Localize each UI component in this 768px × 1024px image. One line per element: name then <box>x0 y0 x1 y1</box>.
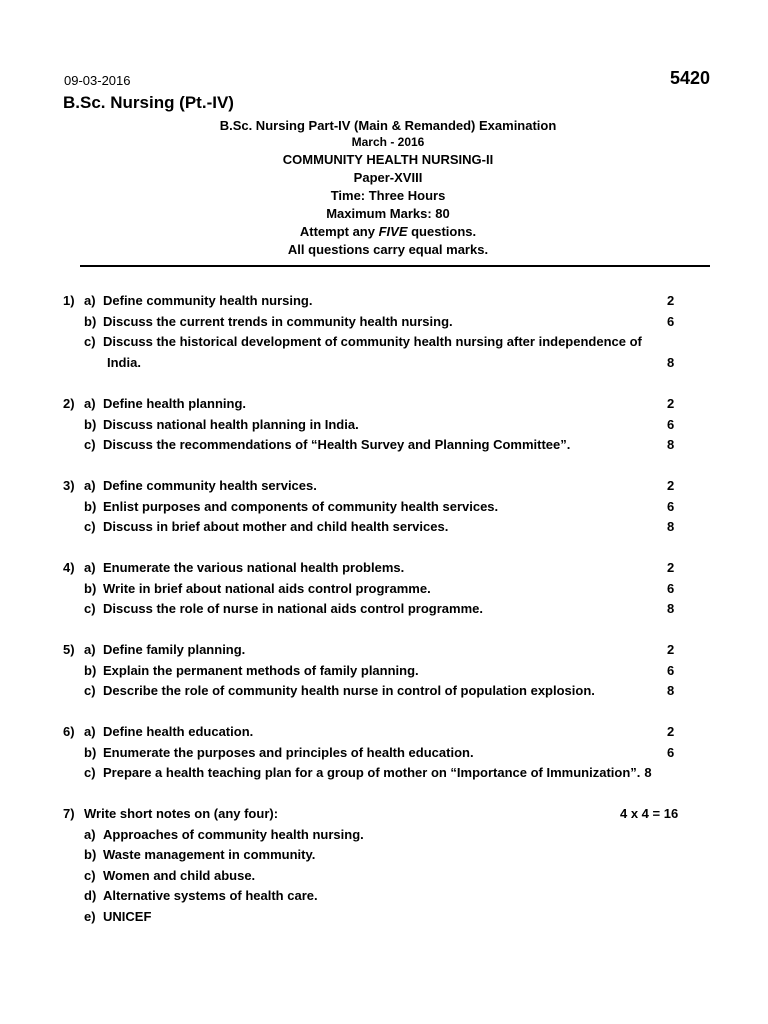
attempt-count: FIVE <box>378 224 408 239</box>
item-text: UNICEF <box>103 908 152 924</box>
part-text: Define health education. <box>103 724 254 739</box>
part-text: Discuss the historical development of community health nursing after independence of <box>103 334 642 349</box>
item-text: Waste management in community. <box>103 847 316 862</box>
part-text: Describe the role of community health nurse in control of population explosion. <box>103 683 595 698</box>
part-text-continued: India. <box>107 354 141 370</box>
question-6 <box>0 724 768 786</box>
question-part-continued <box>0 355 768 376</box>
exam-header <box>0 117 768 259</box>
part-text: Enumerate the various national health problems. <box>103 560 405 575</box>
part-letter: c) <box>84 519 96 534</box>
subject-title: COMMUNITY HEALTH NURSING-II <box>282 152 494 167</box>
part-letter: a) <box>84 478 96 493</box>
part-text: Write in brief about national aids control programme. <box>103 580 431 596</box>
question-part <box>0 334 768 355</box>
question-number: 6) <box>63 724 75 739</box>
question-part <box>0 396 768 417</box>
question-part <box>0 745 768 766</box>
part-letter: a) <box>84 560 96 575</box>
part-marks: 6 <box>667 313 675 329</box>
part-marks: 2 <box>667 293 675 308</box>
part-text: Define community health services. <box>103 478 317 493</box>
part-marks: 6 <box>667 744 675 760</box>
part-text: Define community health nursing. <box>103 293 313 308</box>
max-marks: Maximum Marks: 80 <box>326 206 450 221</box>
question-text: Write short notes on (any four): <box>84 806 279 821</box>
attempt-instruction: Attempt any FIVE questions. <box>299 224 477 239</box>
short-note-item <box>0 888 768 909</box>
part-text: Enumerate the purposes and principles of health education. <box>103 744 474 760</box>
question-5 <box>0 642 768 704</box>
short-note-item <box>0 847 768 868</box>
question-part <box>0 765 768 786</box>
part-text: Discuss the recommendations of “Health Survey and Planning Committee”. <box>103 437 571 452</box>
question-number: 4) <box>63 560 75 575</box>
part-letter: c) <box>84 437 96 452</box>
part-letter: b) <box>84 744 97 760</box>
part-marks: 8 <box>667 437 675 452</box>
question-part <box>0 293 768 314</box>
part-marks: 6 <box>667 498 675 514</box>
part-marks: 6 <box>667 662 675 678</box>
part-marks: 6 <box>667 416 675 432</box>
question-part <box>0 519 768 540</box>
part-letter: b) <box>84 313 97 329</box>
question-7 <box>0 806 768 929</box>
part-letter: a) <box>84 396 96 411</box>
item-letter: c) <box>84 867 96 883</box>
part-text: Enlist purposes and components of community health services. <box>103 498 499 514</box>
question-3 <box>0 478 768 540</box>
question-number: 7) <box>63 806 75 821</box>
header-divider <box>80 265 710 267</box>
part-letter: c) <box>84 683 96 698</box>
part-letter: b) <box>84 580 97 596</box>
item-letter: d) <box>84 888 97 903</box>
part-text: Prepare a health teaching plan for a group of mother on “Importance of Immunization”. <box>103 765 641 780</box>
item-letter: a) <box>84 826 96 842</box>
part-marks: 6 <box>667 580 675 596</box>
part-marks: 8 <box>667 519 675 534</box>
question-part <box>0 724 768 745</box>
question-2 <box>0 396 768 458</box>
part-text: Discuss national health planning in India. <box>103 416 359 432</box>
question-1 <box>0 293 768 375</box>
part-marks: 2 <box>667 560 675 575</box>
item-text: Alternative systems of health care. <box>103 888 318 903</box>
part-text: Define health planning. <box>103 396 247 411</box>
part-letter: b) <box>84 416 97 432</box>
item-letter: b) <box>84 847 97 862</box>
question-4 <box>0 560 768 622</box>
part-marks: 2 <box>667 396 675 411</box>
paper-number: Paper-XVIII <box>353 170 423 185</box>
short-note-item <box>0 909 768 930</box>
short-note-item <box>0 827 768 848</box>
question-part <box>0 437 768 458</box>
question-part <box>0 581 768 602</box>
part-text: Discuss the current trends in community health nursing. <box>103 313 453 329</box>
item-text: Approaches of community health nursing. <box>103 826 364 842</box>
question-number: 2) <box>63 396 75 411</box>
part-marks: 8 <box>667 354 675 370</box>
part-letter: a) <box>84 642 96 657</box>
question-part <box>0 478 768 499</box>
item-text: Women and child abuse. <box>103 867 256 883</box>
paper-code: 5420 <box>669 68 710 88</box>
part-letter: c) <box>84 334 96 349</box>
part-letter: c) <box>84 765 96 780</box>
question-part <box>0 601 768 622</box>
exam-date: 09-03-2016 <box>64 73 131 88</box>
question-number: 5) <box>63 642 75 657</box>
question-marks: 4 x 4 = 16 <box>620 806 679 821</box>
question-number: 1) <box>63 293 75 308</box>
part-text: Define family planning. <box>103 642 246 657</box>
part-letter: a) <box>84 724 96 739</box>
course-title: B.Sc. Nursing (Pt.-IV) <box>63 93 234 112</box>
question-part <box>0 642 768 663</box>
part-letter: a) <box>84 293 96 308</box>
exam-session: March - 2016 <box>351 135 425 149</box>
part-marks: 8 <box>644 765 652 780</box>
part-letter: c) <box>84 601 96 616</box>
part-marks: 8 <box>667 683 675 698</box>
question-part <box>0 683 768 704</box>
question-part <box>0 417 768 438</box>
exam-time: Time: Three Hours <box>330 188 446 203</box>
part-letter: b) <box>84 662 97 678</box>
item-letter: e) <box>84 908 96 924</box>
part-text: Discuss the role of nurse in national aids control programme. <box>103 601 483 616</box>
question-part <box>0 499 768 520</box>
part-marks: 2 <box>667 724 675 739</box>
question-part <box>0 663 768 684</box>
part-text: Discuss in brief about mother and child health services. <box>103 519 449 534</box>
part-marks: 2 <box>667 478 675 493</box>
question-part <box>0 314 768 335</box>
question-part <box>0 560 768 581</box>
part-marks: 8 <box>667 601 675 616</box>
part-marks: 2 <box>667 642 675 657</box>
question-number: 3) <box>63 478 75 493</box>
exam-title: B.Sc. Nursing Part-IV (Main & Remanded) Examination <box>219 118 557 133</box>
part-letter: b) <box>84 498 97 514</box>
short-note-item <box>0 868 768 889</box>
equal-marks-note: All questions carry equal marks. <box>287 242 489 257</box>
question-part <box>0 806 768 827</box>
part-text: Explain the permanent methods of family planning. <box>103 662 419 678</box>
